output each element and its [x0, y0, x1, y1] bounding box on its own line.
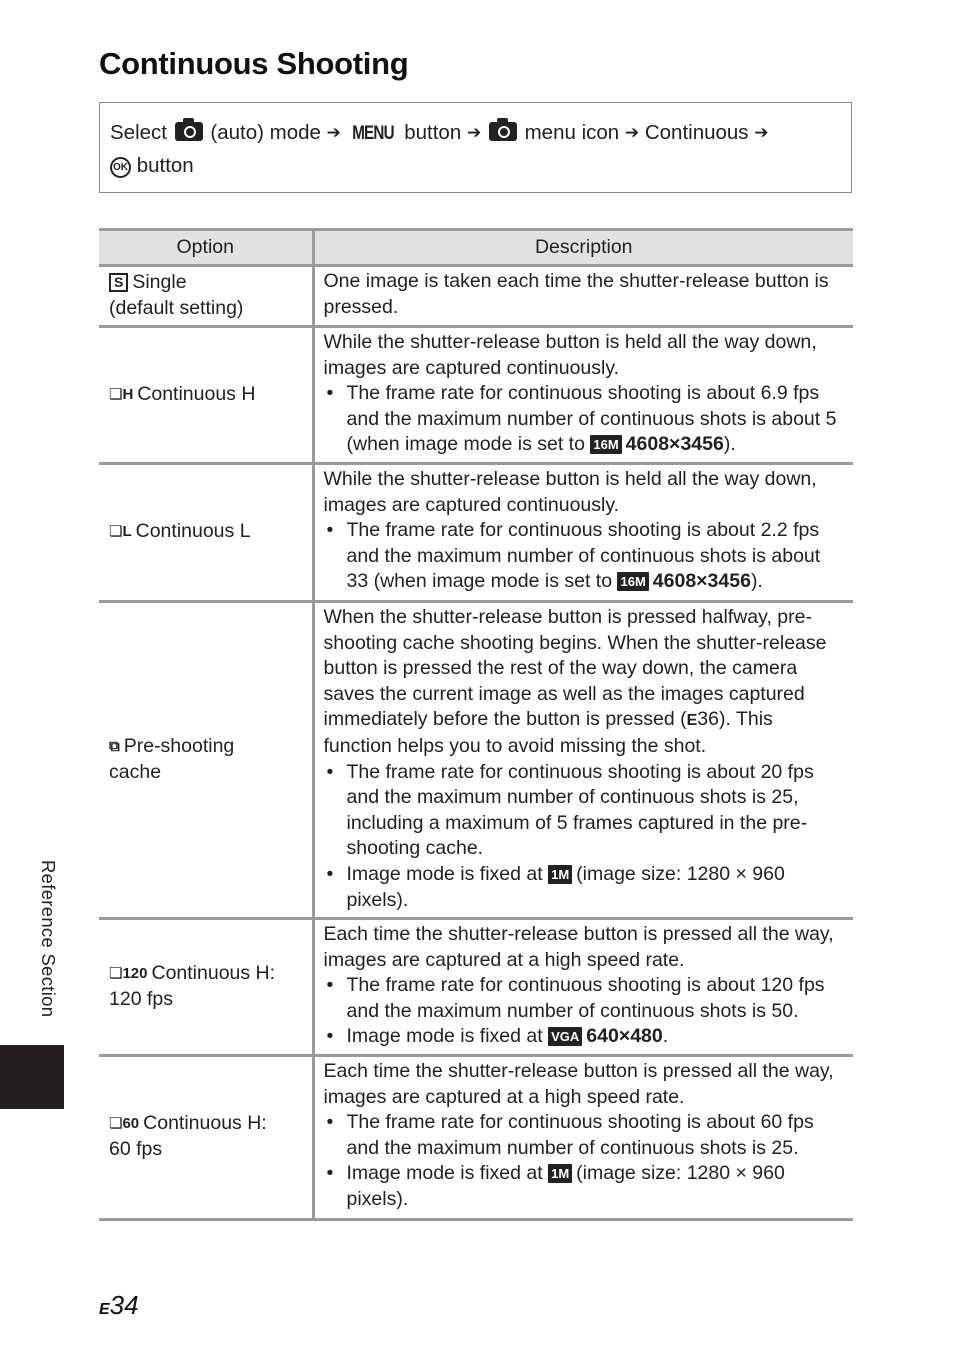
camera-icon [175, 122, 203, 141]
single-icon: S [109, 273, 128, 292]
description-cell [313, 464, 853, 602]
bullet-item [324, 1024, 846, 1050]
option-sublabel: (default setting) [109, 296, 244, 319]
button-text-2: button [136, 154, 194, 177]
bullet-list [324, 760, 846, 914]
bullet-item: • The frame rate for continuous shooting is about 60 fps and the maximum number of continuous shots is 25. [324, 1110, 846, 1161]
continuous-h-60-icon: ❏60 [109, 1115, 140, 1133]
button-text: button [404, 121, 462, 144]
bullet-text: The frame rate for continuous shooting is about 2.2 fps and the maximum number of continuous shots is about 33 (when image mode is set to [346, 519, 821, 593]
bullet-text: The frame rate for continuous shooting is about 6.9 fps and the maximum number of continuous shots is about 5 (when image mode is set to [346, 382, 837, 456]
continuous-text: Continuous [644, 121, 749, 144]
arrow-right-icon: ➔ [466, 123, 482, 142]
table-row [99, 464, 853, 602]
select-text: Select [110, 121, 167, 144]
description-cell [313, 919, 853, 1056]
bullet-end: ). [723, 433, 736, 456]
option-label: Continuous H: [151, 961, 276, 984]
image-mode-value: 4608×3456 [625, 433, 724, 456]
table-row [99, 919, 853, 1056]
bullet-text: Image mode is fixed at [346, 862, 543, 885]
bullet-item [324, 381, 846, 458]
table-row [99, 327, 853, 464]
description-cell [313, 327, 853, 464]
option-sublabel: 120 fps [109, 987, 173, 1010]
description-text: Each time the shutter-release button is pressed all the way, images are captured at a high speed rate. [323, 1060, 834, 1108]
bullet-item [324, 1161, 846, 1212]
image-mode-vga-icon: VGA [548, 1027, 582, 1046]
bullet-end: (image size: 1280 × 960 pixels). [346, 862, 785, 911]
option-cell [99, 1056, 313, 1220]
page-title: Continuous Shooting [99, 46, 409, 81]
option-label: Pre-shooting [123, 734, 235, 757]
camera-menu-icon [489, 122, 517, 141]
image-mode-1m-icon: 1M [548, 1164, 572, 1183]
menu-icon-text: menu icon [524, 121, 620, 144]
bullet-end: . [662, 1025, 669, 1048]
bullet-item [324, 862, 846, 913]
bullet-list [324, 1110, 846, 1212]
bullet-list [324, 518, 846, 595]
arrow-right-icon: ➔ [624, 123, 640, 142]
description-text: While the shutter-release button is held all the way down, images are captured continuously. [323, 331, 817, 379]
description-text [324, 605, 846, 760]
continuous-h-icon: ❏H [109, 385, 134, 403]
reference-section-icon: E [99, 1301, 110, 1318]
description-body: When the shutter-release button is pressed halfway, pre-shooting cache shooting begins. When the shutter-release button is pressed the rest of the way down, the camera saves the current image as well as the images captured immediately before the button is pressed ( [323, 606, 827, 731]
description-text: One image is taken each time the shutter-release button is pressed. [323, 270, 829, 318]
option-cell [99, 266, 313, 327]
description-text: While the shutter-release button is held all the way down, images are captured continuously. [323, 468, 817, 516]
menu-button-icon: MENU [351, 123, 394, 144]
column-header-option: Option [99, 230, 313, 266]
option-sublabel: 60 fps [109, 1138, 163, 1160]
pre-shooting-cache-icon: ⧉ [109, 737, 120, 755]
table-row [99, 602, 853, 919]
description-cell [313, 1056, 853, 1220]
section-side-label: Reference Section [38, 860, 59, 1018]
continuous-l-icon: ❏L [109, 523, 132, 541]
image-mode-1m-icon: 1M [548, 865, 572, 884]
reference-page: 36 [697, 708, 719, 731]
bullet-item: • The frame rate for continuous shooting is about 120 fps and the maximum number of continuous shots is 50. [324, 973, 846, 1024]
image-mode-value: 640×480 [586, 1025, 663, 1048]
option-cell [99, 919, 313, 1056]
option-label: Continuous H [137, 382, 256, 405]
table-header-row [99, 230, 853, 266]
table-row [99, 1056, 853, 1220]
bullet-item: • The frame rate for continuous shooting is about 20 fps and the maximum number of continuous shots is 25, including a maximum of 5 frames captured in the pre-shooting cache. [324, 760, 846, 862]
bullet-end: ). [750, 570, 763, 593]
image-mode-16m-icon: 16M [590, 435, 621, 454]
description-cell [313, 602, 853, 919]
option-label: Single [132, 270, 187, 293]
image-mode-16m-icon: 16M [617, 572, 648, 591]
option-label: Continuous H: [143, 1112, 267, 1135]
bullet-list [324, 381, 846, 458]
bullet-end: (image size: 1280 × 960 pixels). [346, 1162, 785, 1210]
auto-mode-text: (auto) mode [210, 121, 321, 144]
option-cell [99, 464, 313, 602]
table-row [99, 266, 853, 327]
options-table [99, 228, 853, 1221]
menu-path-box [99, 102, 852, 193]
section-tab-marker [0, 1045, 64, 1109]
bullet-text: Image mode is fixed at [346, 1162, 543, 1185]
option-cell [99, 327, 313, 464]
bullet-list [324, 973, 846, 1050]
continuous-h-120-icon: ❏120 [109, 964, 148, 982]
reference-section-icon: E [686, 712, 698, 730]
column-header-description: Description [313, 230, 853, 266]
option-label: Continuous L [135, 520, 251, 543]
page-number-value: 34 [109, 1290, 139, 1320]
description-cell [313, 266, 853, 327]
image-mode-value: 4608×3456 [652, 570, 751, 593]
option-cell [99, 602, 313, 919]
description-end: ). This function helps you to avoid missing the shot. [323, 708, 773, 757]
bullet-text: Image mode is fixed at [346, 1025, 543, 1048]
description-text: Each time the shutter-release button is pressed all the way, images are captured at a high speed rate. [323, 923, 834, 971]
bullet-item [324, 518, 846, 595]
arrow-right-icon: ➔ [754, 123, 769, 142]
ok-button-icon: OK [110, 157, 131, 178]
page-number [99, 1290, 139, 1321]
option-sublabel: cache [109, 760, 162, 783]
arrow-right-icon: ➔ [326, 123, 341, 142]
